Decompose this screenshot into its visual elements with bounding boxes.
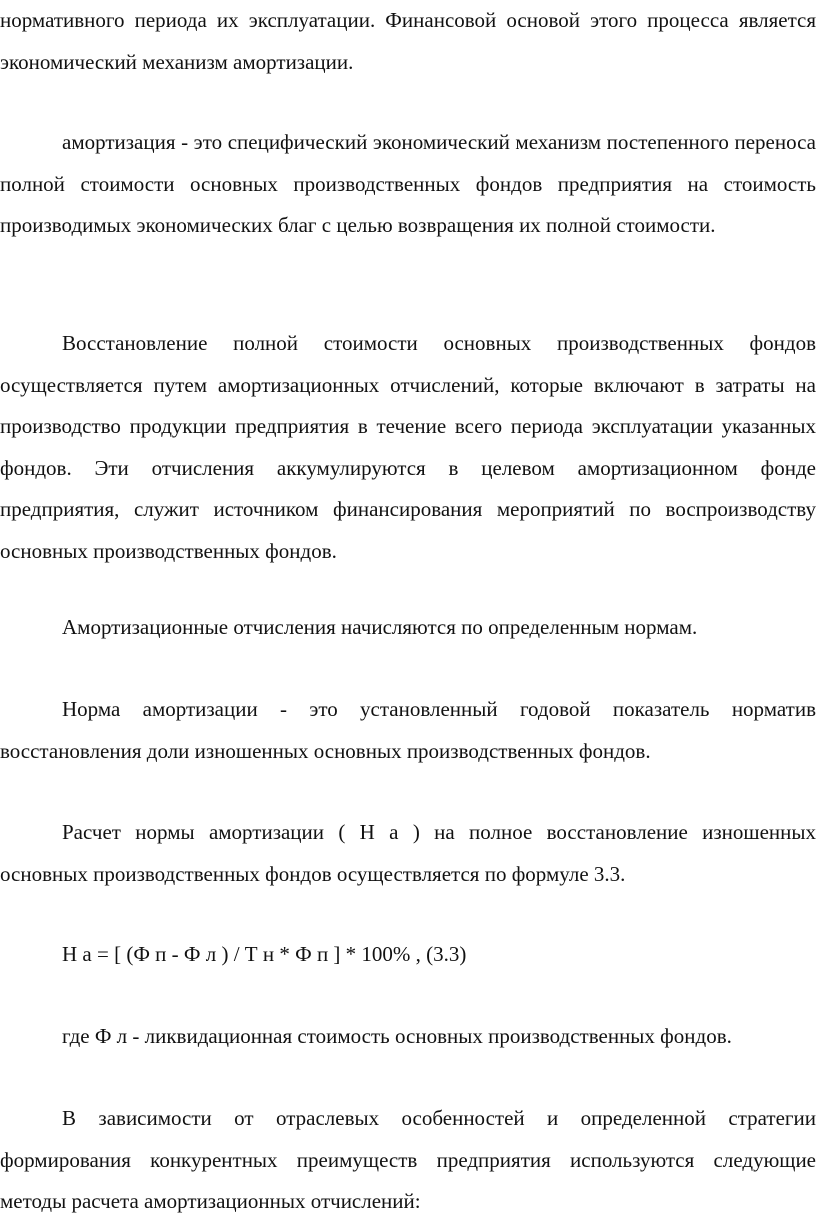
paragraph-continuation: нормативного периода их эксплуатации. Финансовой основой этого процесса является экономический механизм амортизации. (0, 8, 816, 74)
paragraph-cost-recovery: Восстановление полной стоимости основных производственных фондов осуществляется путем амортизационных отчислений, которые включают в затраты на производство продукции предприятия в течение всего периода эксплуатации указанных фондов. Эти отчисления аккумулируются в целевом амортизационном фонде предприятия, служит источником финансирования мероприятий по воспроизводству основных производственных фондов. (0, 331, 816, 563)
paragraph-calculation-methods: В зависимости от отраслевых особенностей и определенной стратегии формирования конкурентных преимуществ предприятия используются следующие методы расчета амортизационных отчислений: (0, 1106, 816, 1213)
paragraph-liquidation-value: где Ф л - ликвидационная стоимость основных производственных фондов. (62, 1024, 732, 1048)
paragraph-amortization-definition: амортизация - это специфический экономический механизм постепенного переноса полной стоимости основных производственных фондов предприятия на стоимость производимых экономических благ с целью возвращения их полной стоимости. (0, 130, 816, 237)
paragraph-deductions-norms: Амортизационные отчисления начисляются по определенным нормам. (62, 615, 698, 639)
formula-3-3: Н а = [ (Ф п - Ф л ) / Т н * Ф п ] * 100% , (3.3) (62, 942, 467, 966)
paragraph-rate-calculation: Расчет нормы амортизации ( Н а ) на полное восстановление изношенных основных производственных фондов осуществляется по формуле 3.3. (0, 820, 816, 886)
paragraph-depreciation-rate-definition: Норма амортизации - это установленный годовой показатель норматив восстановления доли изношенных основных производственных фондов. (0, 697, 816, 763)
